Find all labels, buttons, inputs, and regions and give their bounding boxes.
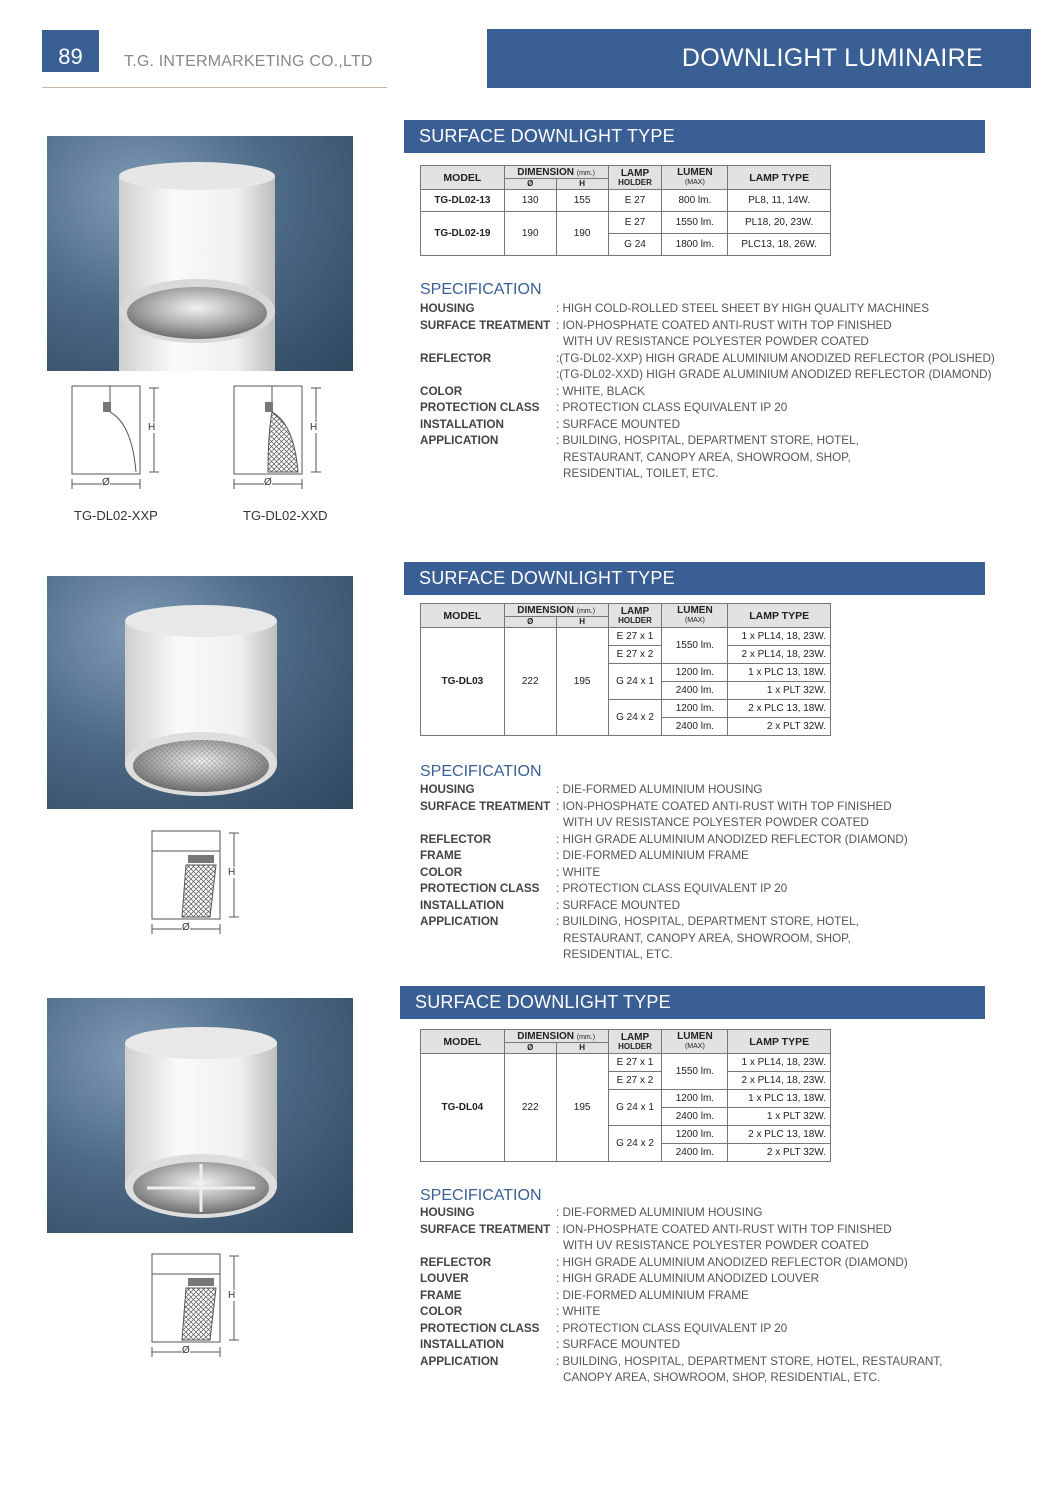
lamp-type-cell: PLC13, 18, 26W.	[728, 234, 831, 256]
height-label: H	[310, 422, 318, 433]
spec-row: PROTECTION CLASS : PROTECTION CLASS EQUIVALENT IP 20	[420, 1321, 788, 1335]
header-divider	[42, 87, 387, 88]
spec-heading: SPECIFICATION	[420, 281, 542, 298]
lamp-type-cell: 1 x PLC 13, 18W.	[728, 1090, 831, 1108]
header-diameter: Ø	[504, 617, 556, 628]
diameter-cell: 222	[504, 1054, 556, 1162]
holder-cell: G 24 x 2	[608, 700, 662, 736]
product-photo-dl03	[47, 576, 353, 809]
downlight-image	[47, 576, 353, 809]
banner-title: DOWNLIGHT LUMINAIRE	[681, 44, 983, 72]
lumen-cell: 1200 lm.	[662, 664, 728, 682]
lumen-cell: 1550 lm.	[662, 212, 728, 234]
spec-row: RESIDENTIAL, TOILET, ETC.	[563, 467, 719, 480]
holder-cell: E 27 x 2	[608, 1072, 662, 1090]
header-model: MODEL	[421, 1030, 505, 1054]
spec-row: HOUSING : DIE-FORMED ALUMINIUM HOUSING	[420, 1206, 763, 1219]
dimension-drawing	[62, 384, 172, 494]
section-title: SURFACE DOWNLIGHT TYPE	[404, 562, 985, 595]
spec-row: APPLICATION : BUILDING, HOSPITAL, DEPARTMENT STORE, HOTEL, RESTAURANT,	[420, 1354, 943, 1368]
lamp-type-cell: 1 x PL14, 18, 23W.	[728, 1054, 831, 1072]
spec-row: COLOR : WHITE, BLACK	[420, 384, 645, 398]
spec-row: APPLICATION : BUILDING, HOSPITAL, DEPARTMENT STORE, HOTEL,	[420, 434, 859, 447]
header-dimension: DIMENSION (mm.)	[504, 604, 608, 617]
holder-cell: G 24 x 1	[608, 1090, 662, 1126]
lamp-type-cell: 1 x PLC 13, 18W.	[728, 664, 831, 682]
height-label: H	[228, 867, 236, 878]
header-lumen: LUMEN (MAX)	[662, 166, 728, 190]
product-photo-dl02	[47, 136, 353, 371]
lumen-cell: 800 lm.	[662, 190, 728, 212]
spec-heading: SPECIFICATION	[420, 763, 542, 780]
spec-row: COLOR : WHITE	[420, 1305, 601, 1318]
spec-row: CANOPY AREA, SHOWROOM, SHOP, RESIDENTIAL, ETC.	[563, 1371, 881, 1384]
spec-row: WITH UV RESISTANCE POLYESTER POWDER COATED	[563, 335, 869, 348]
lamp-type-cell: 2 x PLT 32W.	[728, 1144, 831, 1162]
spec-row: REFLECTOR : HIGH GRADE ALUMINIUM ANODIZED REFLECTOR (DIAMOND)	[420, 1255, 908, 1269]
header-lamp-holder: LAMP HOLDER	[608, 1030, 662, 1054]
height-cell: 195	[556, 1054, 608, 1162]
company-name: T.G. INTERMARKETING CO.,LTD	[124, 53, 373, 70]
header-diameter: Ø	[504, 179, 556, 190]
lamp-type-cell: 1 x PL14, 18, 23W.	[728, 628, 831, 646]
header-height: H	[556, 617, 608, 628]
spec-row: HOUSING : DIE-FORMED ALUMINIUM HOUSING	[420, 783, 763, 796]
spec-row: HOUSING : HIGH COLD-ROLLED STEEL SHEET BY HIGH QUALITY MACHINES	[420, 302, 930, 315]
lumen-cell: 1550 lm.	[662, 1054, 728, 1090]
diameter-label: Ø	[182, 922, 190, 933]
model-cell: TG-DL02-13	[421, 190, 505, 212]
header-diameter: Ø	[504, 1043, 556, 1054]
header-lamp-type: LAMP TYPE	[728, 166, 831, 190]
spec-row: LOUVER : HIGH GRADE ALUMINIUM ANODIZED LOUVER	[420, 1272, 820, 1285]
spec-list	[420, 1205, 1020, 1387]
model-cell: TG-DL02-19	[421, 212, 505, 256]
caption-xxd: TG-DL02-XXD	[243, 508, 328, 523]
spec-row: PROTECTION CLASS : PROTECTION CLASS EQUIVALENT IP 20	[420, 401, 788, 414]
lamp-type-cell: 2 x PL14, 18, 23W.	[728, 1072, 831, 1090]
holder-cell: E 27 x 2	[608, 646, 662, 664]
lumen-cell: 1200 lm.	[662, 1126, 728, 1144]
header-dimension: DIMENSION (mm.)	[504, 166, 608, 179]
lamp-type-cell: 2 x PLC 13, 18W.	[728, 700, 831, 718]
diagram-dl02-xxp	[62, 384, 172, 494]
spec-row: INSTALLATION : SURFACE MOUNTED	[420, 1338, 681, 1351]
spec-row: SURFACE TREATMENT : ION-PHOSPHATE COATED ANTI-RUST WITH TOP FINISHED	[420, 799, 892, 813]
header-lamp-holder: LAMP HOLDER	[608, 166, 662, 190]
header-lamp-type: LAMP TYPE	[728, 1030, 831, 1054]
section-title: SURFACE DOWNLIGHT TYPE	[404, 120, 985, 153]
lumen-cell: 1800 lm.	[662, 234, 728, 256]
spec-row: APPLICATION : BUILDING, HOSPITAL, DEPARTMENT STORE, HOTEL,	[420, 915, 859, 928]
product-photo-dl04	[47, 998, 353, 1233]
downlight-image	[47, 998, 353, 1233]
lamp-type-cell: 2 x PLC 13, 18W.	[728, 1126, 831, 1144]
lumen-cell: 2400 lm.	[662, 718, 728, 736]
dimension-drawing	[146, 1252, 256, 1362]
header-lamp-holder: LAMP HOLDER	[608, 604, 662, 628]
spec-row: RESTAURANT, CANOPY AREA, SHOWROOM, SHOP,	[563, 931, 851, 945]
header-model: MODEL	[421, 604, 505, 628]
holder-cell: E 27	[608, 190, 662, 212]
diameter-label: Ø	[264, 477, 272, 488]
holder-cell: E 27 x 1	[608, 628, 662, 646]
header-lumen: LUMEN (MAX)	[662, 604, 728, 628]
diameter-label: Ø	[182, 1345, 190, 1356]
spec-table-dl04	[420, 1029, 831, 1162]
lamp-type-cell: PL18, 20, 23W.	[728, 212, 831, 234]
diameter-cell: 130	[504, 190, 556, 212]
lumen-cell: 1200 lm.	[662, 1090, 728, 1108]
height-cell: 195	[556, 628, 608, 736]
page-banner	[487, 29, 1031, 88]
spec-row: REFLECTOR : HIGH GRADE ALUMINIUM ANODIZED REFLECTOR (DIAMOND)	[420, 832, 908, 846]
holder-cell: E 27	[608, 212, 662, 234]
lumen-cell: 2400 lm.	[662, 1108, 728, 1126]
diameter-cell: 222	[504, 628, 556, 736]
lumen-cell: 2400 lm.	[662, 682, 728, 700]
header-lamp-type: LAMP TYPE	[728, 604, 831, 628]
lumen-cell: 2400 lm.	[662, 1144, 728, 1162]
downlight-image	[47, 136, 353, 371]
spec-list	[420, 301, 1020, 483]
spec-table-dl02	[420, 165, 831, 256]
header-model: MODEL	[421, 166, 505, 190]
spec-row: RESIDENTIAL, ETC.	[563, 948, 673, 961]
caption-xxp: TG-DL02-XXP	[74, 508, 158, 523]
diagram-dl03	[146, 829, 256, 939]
spec-table-dl03	[420, 603, 831, 736]
diagram-dl02-xxd	[224, 384, 334, 494]
lamp-type-cell: 1 x PLT 32W.	[728, 682, 831, 700]
height-label: H	[148, 422, 156, 433]
lamp-type-cell: 2 x PL14, 18, 23W.	[728, 646, 831, 664]
holder-cell: E 27 x 1	[608, 1054, 662, 1072]
spec-row: RESTAURANT, CANOPY AREA, SHOWROOM, SHOP,	[563, 450, 851, 464]
spec-row: INSTALLATION : SURFACE MOUNTED	[420, 417, 681, 431]
spec-row: PROTECTION CLASS : PROTECTION CLASS EQUIVALENT IP 20	[420, 882, 788, 895]
height-cell: 155	[556, 190, 608, 212]
spec-row: WITH UV RESISTANCE POLYESTER POWDER COATED	[563, 1239, 869, 1252]
dimension-drawing	[224, 384, 334, 494]
header-height: H	[556, 179, 608, 190]
header-lumen: LUMEN (MAX)	[662, 1030, 728, 1054]
diameter-label: Ø	[102, 477, 110, 488]
lamp-type-cell: 1 x PLT 32W.	[728, 1108, 831, 1126]
spec-row: REFLECTOR :(TG-DL02-XXP) HIGH GRADE ALUMINIUM ANODIZED REFLECTOR (POLISHED)	[420, 351, 995, 365]
spec-row: WITH UV RESISTANCE POLYESTER POWDER COATED	[563, 816, 869, 829]
holder-cell: G 24	[608, 234, 662, 256]
diameter-cell: 190	[504, 212, 556, 256]
holder-cell: G 24 x 2	[608, 1126, 662, 1162]
lamp-type-cell: PL8, 11, 14W.	[728, 190, 831, 212]
spec-heading: SPECIFICATION	[420, 1187, 542, 1204]
spec-row: COLOR : WHITE	[420, 865, 601, 879]
model-cell: TG-DL03	[421, 628, 505, 736]
spec-row: FRAME : DIE-FORMED ALUMINIUM FRAME	[420, 1288, 749, 1302]
dimension-drawing	[146, 829, 256, 939]
spec-list	[420, 782, 1020, 964]
height-label: H	[228, 1290, 236, 1301]
model-cell: TG-DL04	[421, 1054, 505, 1162]
spec-row: FRAME : DIE-FORMED ALUMINIUM FRAME	[420, 849, 749, 862]
page-number: 89	[42, 30, 99, 72]
lumen-cell: 1200 lm.	[662, 700, 728, 718]
height-cell: 190	[556, 212, 608, 256]
lumen-cell: 1550 lm.	[662, 628, 728, 664]
header-dimension: DIMENSION (mm.)	[504, 1030, 608, 1043]
spec-row: INSTALLATION : SURFACE MOUNTED	[420, 898, 681, 912]
holder-cell: G 24 x 1	[608, 664, 662, 700]
spec-row: SURFACE TREATMENT : ION-PHOSPHATE COATED ANTI-RUST WITH TOP FINISHED	[420, 318, 892, 332]
spec-row: SURFACE TREATMENT : ION-PHOSPHATE COATED ANTI-RUST WITH TOP FINISHED	[420, 1222, 892, 1236]
diagram-dl04	[146, 1252, 256, 1362]
lamp-type-cell: 2 x PLT 32W.	[728, 718, 831, 736]
spec-row: :(TG-DL02-XXD) HIGH GRADE ALUMINIUM ANODIZED REFLECTOR (DIAMOND)	[556, 368, 992, 381]
header-height: H	[556, 1043, 608, 1054]
section-title: SURFACE DOWNLIGHT TYPE	[400, 986, 985, 1019]
